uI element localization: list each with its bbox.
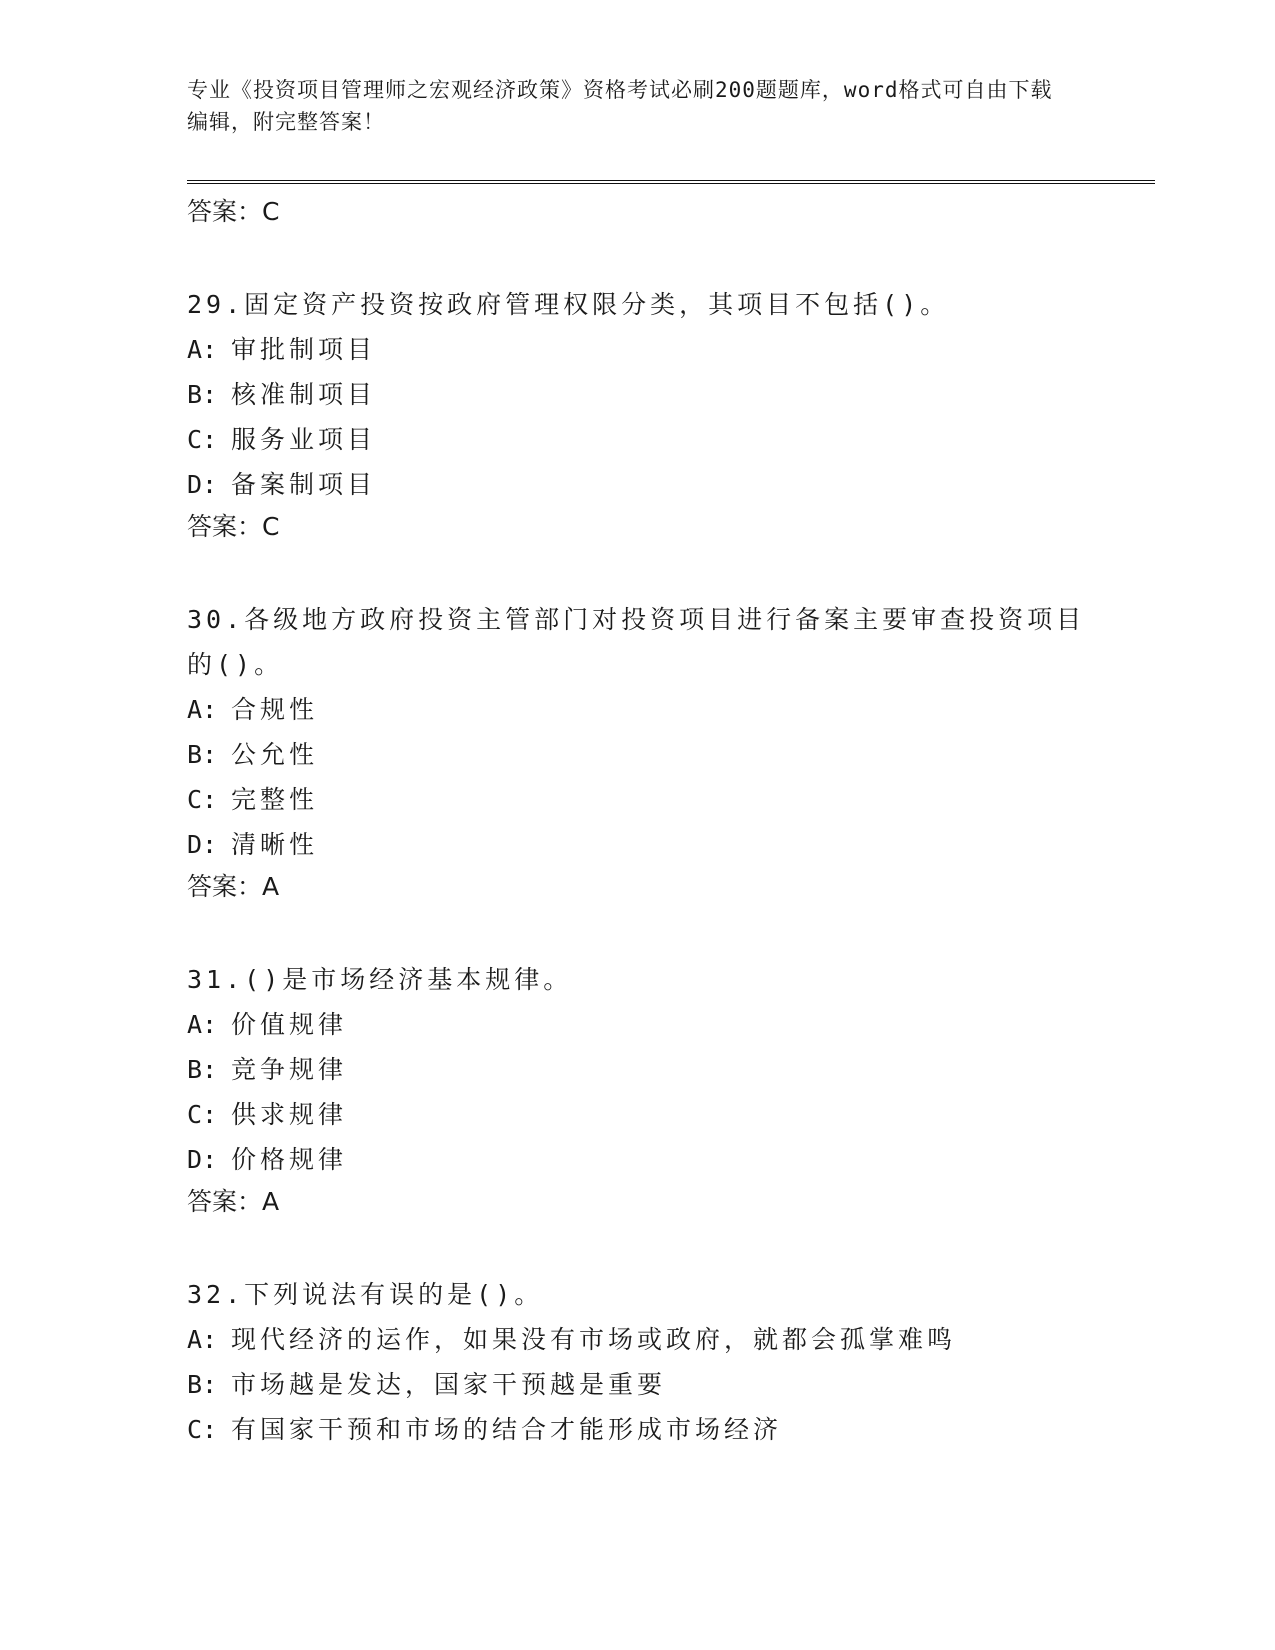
- answer-line: 答案：C: [187, 512, 280, 541]
- option-item: [187, 372, 1087, 417]
- option-text: 审批制项目: [231, 335, 377, 364]
- option-key: A:: [187, 1010, 218, 1039]
- answer-line: 答案：A: [187, 872, 280, 901]
- option-key: A:: [187, 335, 218, 364]
- option-text: 现代经济的运作，如果没有市场或政府，就都会孤掌难鸣: [231, 1325, 957, 1354]
- option-item: [187, 777, 1087, 822]
- question-text: 31.()是市场经济基本规律。: [187, 965, 573, 994]
- option-item: [187, 687, 1087, 732]
- question-text: 30.各级地方政府投资主管部门对投资项目进行备案主要审查投资项目的()。: [187, 605, 1086, 679]
- option-text: 清晰性: [231, 830, 319, 859]
- option-text: 备案制项目: [231, 470, 377, 499]
- answer-line: 答案：A: [187, 1187, 280, 1216]
- option-text: 价值规律: [231, 1010, 348, 1039]
- option-text: 合规性: [231, 695, 319, 724]
- option-text: 价格规律: [231, 1145, 348, 1174]
- option-key: B:: [187, 740, 218, 769]
- option-key: C:: [187, 785, 218, 814]
- option-text: 完整性: [231, 785, 319, 814]
- header-divider: [187, 180, 1155, 184]
- option-item: [187, 1137, 1087, 1182]
- option-item: [187, 462, 1087, 507]
- question-list: [187, 192, 1087, 1452]
- option-text: 服务业项目: [231, 425, 377, 454]
- option-key: C:: [187, 425, 218, 454]
- option-item: [187, 1002, 1087, 1047]
- answer-line: 答案：C: [187, 197, 280, 226]
- option-item: [187, 327, 1087, 372]
- option-key: D:: [187, 470, 218, 499]
- question-text: 29.固定资产投资按政府管理权限分类，其项目不包括()。: [187, 290, 950, 319]
- option-key: B:: [187, 1055, 218, 1084]
- option-item: [187, 732, 1087, 777]
- option-key: A:: [187, 1325, 218, 1354]
- option-text: 有国家干预和市场的结合才能形成市场经济: [231, 1415, 783, 1444]
- option-text: 公允性: [231, 740, 319, 769]
- option-item: [187, 1092, 1087, 1137]
- option-key: B:: [187, 380, 218, 409]
- question-text: 32.下列说法有误的是()。: [187, 1280, 544, 1309]
- document-header: 专业《投资项目管理师之宏观经济政策》资格考试必刷200题题库，word格式可自由下载编辑，附完整答案！: [187, 78, 1053, 134]
- option-key: C:: [187, 1415, 218, 1444]
- option-key: C:: [187, 1100, 218, 1129]
- option-key: D:: [187, 830, 218, 859]
- option-text: 供求规律: [231, 1100, 348, 1129]
- option-text: 竞争规律: [231, 1055, 348, 1084]
- option-text: 核准制项目: [231, 380, 377, 409]
- option-key: D:: [187, 1145, 218, 1174]
- option-text: 市场越是发达，国家干预越是重要: [231, 1370, 667, 1399]
- option-key: A:: [187, 695, 218, 724]
- option-item: [187, 1407, 1087, 1452]
- option-item: [187, 417, 1087, 462]
- option-item: [187, 1362, 1087, 1407]
- option-item: [187, 822, 1087, 867]
- option-item: [187, 1047, 1087, 1092]
- option-key: B:: [187, 1370, 218, 1399]
- option-item: [187, 1317, 1087, 1362]
